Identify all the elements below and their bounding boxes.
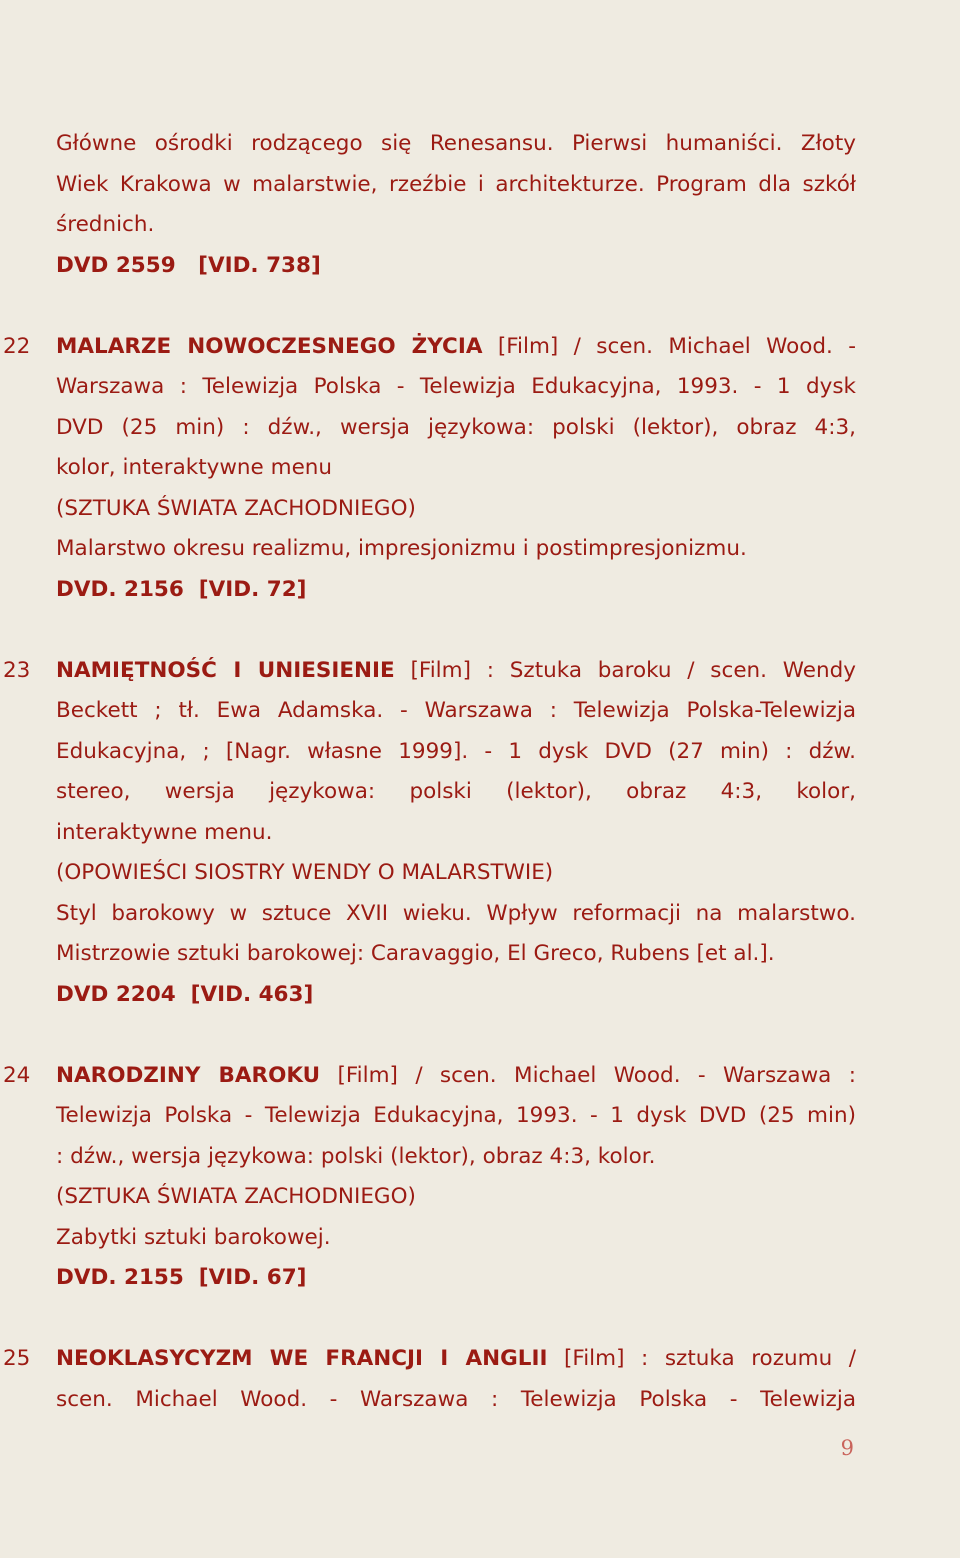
entry-heading-rest: [Film] / scen. Michael Wood. -	[482, 334, 856, 359]
entry-line: stereo, wersja językowa: polski (lektor), obraz 4:3, kolor,	[56, 779, 856, 804]
entry-line: Beckett ; tł. Ewa Adamska. - Warszawa : Telewizja Polska-Telewizja	[56, 698, 856, 723]
entry-line: interaktywne menu.	[56, 820, 273, 845]
entry-number: 23	[3, 658, 31, 683]
entry-description: Zabytki sztuki barokowej.	[56, 1225, 331, 1250]
entry-title: NAMIĘTNOŚĆ I UNIESIENIE	[56, 658, 395, 683]
catalog-number: DVD 2204 [VID. 463]	[56, 982, 314, 1007]
catalog-number: DVD. 2156 [VID. 72]	[56, 577, 307, 602]
entry-heading	[56, 1056, 856, 1097]
entry-number: 24	[3, 1063, 31, 1088]
series-title: (SZTUKA ŚWIATA ZACHODNIEGO)	[56, 496, 416, 521]
entry-title: MALARZE NOWOCZESNEGO ŻYCIA	[56, 334, 483, 359]
entry-heading	[56, 651, 856, 692]
entry-line: scen. Michael Wood. - Warszawa : Telewizja Polska - Telewizja	[56, 1387, 856, 1412]
entry-line: kolor, interaktywne menu	[56, 455, 333, 480]
entry-line: Warszawa : Telewizja Polska - Telewizja Edukacyjna, 1993. - 1 dysk	[56, 374, 856, 399]
series-title: (SZTUKA ŚWIATA ZACHODNIEGO)	[56, 1184, 416, 1209]
entry-description: Malarstwo okresu realizmu, impresjonizmu i postimpresjonizmu.	[56, 536, 747, 561]
series-title: (OPOWIEŚCI SIOSTRY WENDY O MALARSTWIE)	[56, 860, 554, 885]
entry-description: Styl barokowy w sztuce XVII wieku. Wpływ reformacji na malarstwo.	[56, 901, 856, 926]
entry-number: 22	[3, 334, 31, 359]
entry-title: NEOKLASYCYZM WE FRANCJI I ANGLII	[56, 1346, 548, 1371]
entry-heading	[56, 1339, 856, 1380]
intro-line: Główne ośrodki rodzącego się Renesansu. Pierwsi humaniści. Złoty	[56, 131, 856, 156]
catalog-number: DVD 2559 [VID. 738]	[56, 253, 321, 278]
entry-line: : dźw., wersja językowa: polski (lektor), obraz 4:3, kolor.	[56, 1144, 656, 1169]
entry-heading-rest: [Film] : sztuka rozumu /	[547, 1346, 856, 1371]
entry-line: DVD (25 min) : dźw., wersja językowa: polski (lektor), obraz 4:3,	[56, 415, 856, 440]
intro-line: średnich.	[56, 212, 155, 237]
intro-line: Wiek Krakowa w malarstwie, rzeźbie i architekturze. Program dla szkół	[56, 172, 856, 197]
entry-number: 25	[3, 1346, 31, 1371]
entry-description: Mistrzowie sztuki barokowej: Caravaggio, El Greco, Rubens [et al.].	[56, 941, 775, 966]
entry-heading-rest: [Film] : Sztuka baroku / scen. Wendy	[394, 658, 857, 683]
entry-line: Edukacyjna, ; [Nagr. własne 1999]. - 1 dysk DVD (27 min) : dźw.	[56, 739, 856, 764]
entry-line: Telewizja Polska - Telewizja Edukacyjna, 1993. - 1 dysk DVD (25 min)	[56, 1103, 856, 1128]
page-number: 9	[840, 1436, 854, 1460]
catalog-number: DVD. 2155 [VID. 67]	[56, 1265, 307, 1290]
entry-heading-rest: [Film] / scen. Michael Wood. - Warszawa :	[320, 1063, 856, 1088]
entry-heading	[56, 327, 856, 368]
entry-title: NARODZINY BAROKU	[56, 1063, 321, 1088]
